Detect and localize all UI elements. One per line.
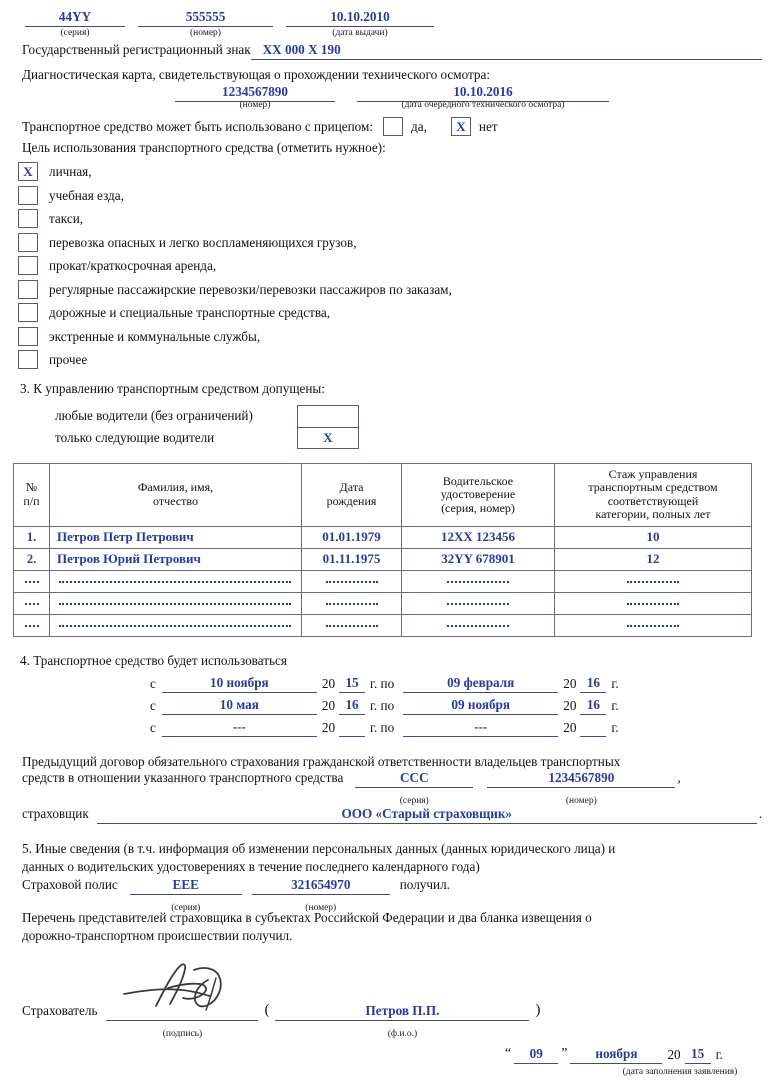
purpose-item-emergency-services[interactable] xyxy=(18,325,452,349)
section3-listed-drivers-label: только следующие водители xyxy=(55,430,215,445)
application-date-row xyxy=(505,1046,723,1064)
column-header-experience-line2: транспортным средством xyxy=(588,480,718,495)
section3-any-drivers-label: любые водители (без ограничений) xyxy=(55,408,253,423)
previous-contract-captions-row xyxy=(22,788,762,806)
cell-name[interactable]: Петров Петр Петрович xyxy=(50,526,302,548)
period-to-year-field[interactable] xyxy=(580,697,606,715)
application-date-caption: (дата заполнения заявления) xyxy=(622,1067,738,1077)
period-to-year-value xyxy=(580,735,606,736)
section4-period-rows xyxy=(150,671,619,737)
cell-experience[interactable]: 10 xyxy=(555,526,752,548)
policy-issue-date-field[interactable] xyxy=(286,9,434,27)
drivers-table xyxy=(13,463,752,637)
period-to-label: г. по xyxy=(370,698,395,713)
period-to-date-field[interactable] xyxy=(403,719,558,737)
period-from-year-prefix: 20 xyxy=(321,698,336,713)
period-from-label: с xyxy=(150,720,156,735)
diagnostic-number-caption: (номер) xyxy=(239,100,271,110)
period-to-year-field[interactable] xyxy=(580,735,606,737)
period-to-year-value: 16 xyxy=(586,675,600,690)
application-year-field[interactable] xyxy=(685,1046,711,1064)
column-header-name-line2: отчество xyxy=(153,493,198,508)
purpose-label-taxi: такси, xyxy=(49,211,84,227)
purpose-label-road-special: дорожные и специальные транспортные средства, xyxy=(49,305,331,321)
section5-paragraph-line2: данных о водительских удостоверениях в течение последнего календарного года) xyxy=(22,858,480,874)
registration-plate-value[interactable]: XX 000 X 190 xyxy=(251,42,762,60)
column-header-name xyxy=(50,464,302,527)
trailer-yes-label: да, xyxy=(411,118,427,134)
signature-row xyxy=(22,1002,546,1021)
policy-number-caption: (номер) xyxy=(190,28,221,38)
diagnostic-card-fields xyxy=(0,84,768,102)
column-header-experience-line1: Стаж управления xyxy=(608,467,698,481)
trailer-no-checkbox[interactable]: X xyxy=(451,117,471,136)
policyholder-fio-value: Петров П.П. xyxy=(365,1003,440,1018)
cell-license-empty[interactable] xyxy=(402,614,555,636)
signature-value xyxy=(106,1003,258,1020)
diagnostic-next-date-caption: (дата очередного технического осмотра) xyxy=(401,100,565,110)
column-header-number-line1: № xyxy=(25,480,38,495)
previous-insurer-label: страховщик xyxy=(22,806,89,821)
purpose-checkbox-taxi[interactable] xyxy=(18,209,38,228)
usage-period-row xyxy=(150,671,619,693)
period-from-label: с xyxy=(150,676,156,691)
period-to-date-field[interactable] xyxy=(403,675,558,693)
cell-name-empty[interactable] xyxy=(50,570,302,592)
purpose-item-passenger-transport[interactable] xyxy=(18,278,452,302)
period-year-suffix: г. xyxy=(611,676,619,691)
usage-period-row xyxy=(150,715,619,737)
table-row-empty[interactable] xyxy=(14,614,752,636)
previous-insurer-period: . xyxy=(758,806,762,821)
previous-contract-series-caption: (серия) xyxy=(399,795,429,806)
previous-insurer-row xyxy=(22,806,762,824)
section3-listed-drivers-checkbox[interactable]: X xyxy=(297,427,359,449)
signature-open-paren: ( xyxy=(264,1002,270,1018)
diagnostic-card-captions xyxy=(0,101,768,111)
previous-contract-paragraph-line2: средств в отношении указанного транспортного средства xyxy=(22,770,344,785)
section3-listed-drivers-row[interactable] xyxy=(55,427,359,449)
period-to-label: г. по xyxy=(370,676,395,691)
period-to-date-value: --- xyxy=(474,719,488,734)
period-year-suffix: г. xyxy=(611,698,619,713)
period-from-date-field[interactable] xyxy=(162,697,317,715)
period-from-year-field[interactable] xyxy=(339,735,365,737)
cell-name-empty[interactable] xyxy=(50,614,302,636)
column-header-experience xyxy=(555,464,752,527)
column-header-number-line2: п/п xyxy=(23,493,40,508)
purpose-label-driving-lessons: учебная езда, xyxy=(49,187,124,203)
trailer-usage-row xyxy=(22,117,506,136)
diagnostic-next-date-value: 10.10.2016 xyxy=(453,84,513,99)
period-to-date-value: 09 февраля xyxy=(447,675,515,690)
signature-close-paren: ) xyxy=(535,1002,541,1018)
cell-name-empty[interactable] xyxy=(50,592,302,614)
drivers-table-header-row xyxy=(14,464,752,527)
cell-license-empty[interactable] xyxy=(402,592,555,614)
section3-title: 3. К управлению транспортным средством допущены: xyxy=(20,381,325,396)
cell-number-empty xyxy=(14,614,50,636)
column-header-license-line2: удостоверение xyxy=(440,487,516,502)
period-to-year-prefix: 20 xyxy=(563,676,577,691)
cell-license[interactable]: 32YY 678901 xyxy=(402,548,555,570)
diagnostic-card-title: Диагностическая карта, свидетельствующая о прохождении технического осмотра: xyxy=(22,67,491,82)
cell-birthdate-empty[interactable] xyxy=(302,592,402,614)
registration-plate-label: Государственный регистрационный знак xyxy=(22,42,251,57)
insurance-policy-series-value: EEE xyxy=(172,877,199,892)
period-from-year-field[interactable] xyxy=(339,697,365,715)
cell-birthdate[interactable]: 01.01.1979 xyxy=(302,526,402,548)
section5-notice xyxy=(22,909,752,944)
cell-license[interactable]: 12XX 123456 xyxy=(402,526,555,548)
purpose-checkbox-dangerous-goods[interactable] xyxy=(18,233,38,252)
section5-notice-line1: Перечень представителей страховщика в субъектах Российской Федерации и два бланка извещения о xyxy=(22,910,592,925)
period-from-date-value: 10 мая xyxy=(219,697,259,712)
signature-field[interactable] xyxy=(106,1003,258,1021)
application-month-field[interactable] xyxy=(570,1046,662,1064)
purpose-checkbox-driving-lessons[interactable] xyxy=(18,186,38,205)
period-year-suffix: г. xyxy=(611,720,619,735)
column-header-birthdate xyxy=(302,464,402,527)
cell-experience-empty[interactable] xyxy=(555,614,752,636)
previous-contract-series-value: CCC xyxy=(400,770,429,785)
previous-contract-paragraph-line1: Предыдущий договор обязательного страхования гражданской ответственности владельцев транспортных xyxy=(22,754,621,769)
application-day-field[interactable] xyxy=(514,1046,558,1064)
cell-license-empty[interactable] xyxy=(402,570,555,592)
previous-contract-number-caption: (номер) xyxy=(565,795,597,806)
previous-contract-comma: , xyxy=(677,770,681,785)
purpose-item-personal[interactable] xyxy=(18,160,452,184)
period-to-year-field[interactable] xyxy=(580,675,606,693)
period-from-year-value: 16 xyxy=(345,697,359,712)
purpose-item-road-special[interactable] xyxy=(18,301,452,325)
purpose-item-taxi[interactable] xyxy=(18,207,452,231)
column-header-birthdate-line2: рождения xyxy=(326,493,377,508)
column-header-experience-line4: категории, полных лет xyxy=(595,507,711,522)
cell-birthdate[interactable]: 01.11.1975 xyxy=(302,548,402,570)
application-year-suffix: г. xyxy=(715,1047,723,1062)
column-header-license xyxy=(402,464,555,527)
section5-paragraph xyxy=(22,840,752,875)
period-from-year-value xyxy=(339,735,365,736)
cell-number-empty xyxy=(14,592,50,614)
signature-captions-row xyxy=(22,1020,529,1039)
purpose-item-driving-lessons[interactable] xyxy=(18,184,452,208)
cell-name[interactable]: Петров Юрий Петрович xyxy=(50,548,302,570)
insurance-policy-series-field[interactable] xyxy=(130,877,242,895)
policyholder-label: Страхователь xyxy=(22,1003,98,1018)
period-to-year-prefix: 20 xyxy=(563,720,577,735)
purpose-label-personal: личная, xyxy=(49,164,92,180)
previous-contract-fields-row xyxy=(22,770,762,788)
trailer-yes-checkbox[interactable] xyxy=(383,117,403,136)
period-to-label: г. по xyxy=(370,720,395,735)
table-row[interactable] xyxy=(14,526,752,548)
insurance-policy-number-field[interactable] xyxy=(252,877,390,895)
date-open-quote: “ xyxy=(505,1046,512,1061)
section4-title: 4. Транспортное средство будет использоваться xyxy=(20,653,287,668)
period-to-date-field[interactable] xyxy=(403,697,558,715)
period-from-year-value: 15 xyxy=(345,675,359,690)
table-row[interactable] xyxy=(14,548,752,570)
usage-period-row xyxy=(150,693,619,715)
application-year-prefix: 20 xyxy=(667,1047,681,1062)
purpose-checkbox-list xyxy=(18,160,452,372)
purpose-checkbox-personal[interactable]: X xyxy=(18,162,38,181)
insurance-policy-label: Страховой полис xyxy=(22,877,118,892)
purpose-checkbox-emergency-services[interactable] xyxy=(18,327,38,346)
date-close-quote: ” xyxy=(561,1046,568,1061)
cell-number: 2. xyxy=(14,548,50,570)
previous-contract-number-field[interactable] xyxy=(487,770,675,788)
period-from-year-prefix: 20 xyxy=(321,720,336,735)
policyholder-fio-field[interactable] xyxy=(275,1003,529,1021)
section3-any-drivers-row[interactable] xyxy=(55,405,359,427)
policy-header-captions xyxy=(0,29,768,39)
purpose-checkbox-passenger-transport[interactable] xyxy=(18,280,38,299)
previous-insurer-value[interactable]: ООО «Старый страховщик» xyxy=(97,806,757,824)
section5-notice-line2: дорожно-транспортном происшествии получил. xyxy=(22,927,293,943)
purpose-checkbox-rental[interactable] xyxy=(18,256,38,275)
period-to-year-value: 16 xyxy=(586,697,600,712)
column-header-name-line1: Фамилия, имя, xyxy=(137,480,214,495)
purpose-checkbox-other[interactable] xyxy=(18,350,38,369)
purpose-item-dangerous-goods[interactable] xyxy=(18,231,452,255)
period-from-year-field[interactable] xyxy=(339,675,365,693)
column-header-license-line1: Водительское xyxy=(442,473,514,488)
cell-number: 1. xyxy=(14,526,50,548)
column-header-number xyxy=(14,464,50,527)
policy-series-value: 44YY xyxy=(58,9,92,24)
period-to-date-value: 09 ноября xyxy=(451,697,511,712)
policy-number-value: 555555 xyxy=(185,9,226,24)
cell-birthdate-empty[interactable] xyxy=(302,570,402,592)
previous-contract-series-field[interactable] xyxy=(355,770,473,788)
section3-any-drivers-checkbox[interactable] xyxy=(297,405,359,427)
cell-number-empty xyxy=(14,570,50,592)
column-header-birthdate-line1: Дата xyxy=(339,480,364,495)
cell-experience[interactable]: 12 xyxy=(555,548,752,570)
application-year-value: 15 xyxy=(691,1046,705,1061)
period-from-date-value: --- xyxy=(232,719,246,734)
period-from-label: с xyxy=(150,698,156,713)
insurance-policy-series-caption: (серия) xyxy=(171,902,201,913)
insurance-policy-row xyxy=(22,877,450,895)
period-from-date-field[interactable] xyxy=(162,719,317,737)
policyholder-fio-caption: (ф.и.о.) xyxy=(387,1028,418,1039)
previous-contract-number-value: 1234567890 xyxy=(548,770,615,785)
purpose-label-rental: прокат/краткосрочная аренда, xyxy=(49,258,217,274)
table-row-empty[interactable] xyxy=(14,570,752,592)
policy-issue-date-value: 10.10.2010 xyxy=(330,9,390,24)
insurance-policy-received-label: получил. xyxy=(399,877,450,892)
policy-header-fields xyxy=(0,9,768,27)
table-row-empty[interactable] xyxy=(14,592,752,614)
period-to-year-prefix: 20 xyxy=(563,698,577,713)
policy-series-caption: (серия) xyxy=(60,28,90,38)
application-day-value: 09 xyxy=(529,1046,543,1061)
purpose-checkbox-road-special[interactable] xyxy=(18,303,38,322)
trailer-no-label: нет xyxy=(478,118,498,134)
section5-paragraph-line1: 5. Иные сведения (в т.ч. информация об изменении персональных данных (данных юридического лица) и xyxy=(22,841,616,856)
purpose-label-emergency-services: экстренные и коммунальные службы, xyxy=(49,328,261,344)
column-header-experience-line3: соответствующей xyxy=(607,493,699,508)
purpose-label-dangerous-goods: перевозка опасных и легко воспламеняющихся грузов, xyxy=(49,234,357,250)
policy-issue-date-caption: (дата выдачи) xyxy=(332,28,388,38)
registration-plate-row xyxy=(22,42,762,60)
signature-caption: (подпись) xyxy=(162,1028,203,1039)
purpose-label-other: прочее xyxy=(49,352,88,368)
cell-experience-empty[interactable] xyxy=(555,570,752,592)
purpose-label-passenger-transport: регулярные пассажирские перевозки/перевозки пассажиров по заказам, xyxy=(49,281,452,297)
section3-options xyxy=(55,405,359,449)
insurance-policy-number-value: 321654970 xyxy=(291,877,351,892)
cell-birthdate-empty[interactable] xyxy=(302,614,402,636)
period-from-date-field[interactable] xyxy=(162,675,317,693)
purpose-item-rental[interactable] xyxy=(18,254,452,278)
purpose-title: Цель использования транспортного средства (отметить нужное): xyxy=(22,140,386,155)
policy-series-field[interactable] xyxy=(25,9,125,27)
application-month-value: ноября xyxy=(595,1046,638,1061)
cell-experience-empty[interactable] xyxy=(555,592,752,614)
trailer-usage-label: Транспортное средство может быть использовано с прицепом: xyxy=(22,118,374,134)
insurance-policy-number-caption: (номер) xyxy=(305,902,337,913)
diagnostic-number-value: 1234567890 xyxy=(222,84,288,99)
column-header-license-line3: (серия, номер) xyxy=(441,500,515,515)
period-from-year-prefix: 20 xyxy=(321,676,336,691)
purpose-item-other[interactable] xyxy=(18,348,452,372)
period-from-date-value: 10 ноября xyxy=(210,675,269,690)
policy-number-field[interactable] xyxy=(138,9,273,27)
